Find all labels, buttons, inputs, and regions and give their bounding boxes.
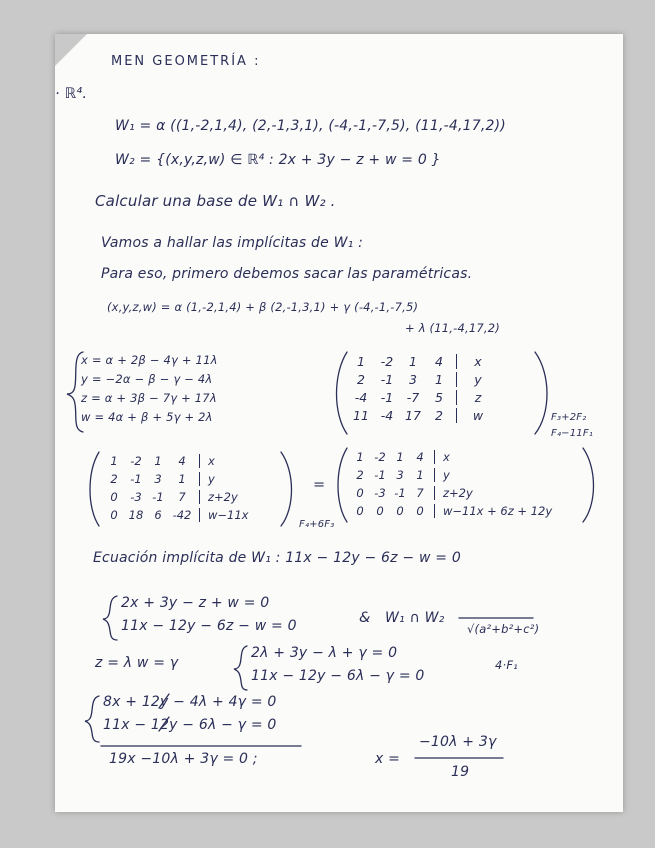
row-op-label: F₃+2F₂ — [551, 412, 587, 423]
matrix-rhs: x — [456, 354, 491, 369]
system1-eq: x = α + 2β − 4γ + 11λ — [81, 353, 218, 367]
paren-matrix-1-right — [535, 352, 547, 434]
matrix-cell: 1 — [435, 371, 443, 387]
system4-eq: 11x − 12y − 6λ − γ = 0 — [103, 717, 277, 733]
matrix-cell: 7 — [416, 486, 424, 500]
matrix-rhs: z+2y — [434, 486, 573, 500]
matrix-cell: 1 — [409, 353, 417, 369]
intro-line-1: Vamos a hallar las implícitas de W₁ : — [101, 235, 364, 251]
parametric-line-1: (x,y,z,w) = α (1,-2,1,4) + β (2,-1,3,1) + γ (-4,-1,-7,5) — [107, 300, 419, 314]
matrix-cell: -2 — [130, 454, 142, 468]
matrix-cell: -2 — [380, 353, 394, 369]
matrix-rhs: y — [456, 372, 491, 387]
header-title: MEN GEOMETRÍA : — [111, 54, 261, 69]
matrix-cell: 1 — [356, 450, 364, 464]
system3-eq: 2λ + 3y − λ + γ = 0 — [251, 645, 398, 661]
paren-matrix-3-right — [583, 448, 594, 522]
matrix-cell: 7 — [178, 490, 186, 504]
w1-definition: W₁ = α ((1,-2,1,4), (2,-1,3,1), (-4,-1,-7,5), (11,-4,17,2)) — [115, 118, 506, 134]
paren-matrix-2-left — [90, 452, 99, 526]
matrix-cell: 4 — [416, 450, 424, 464]
matrix-cell: -1 — [380, 371, 394, 387]
handwriting-strokes — [55, 34, 623, 812]
matrix-cell: 17 — [405, 407, 421, 423]
row-op-label: F₄−11F₁ — [551, 428, 594, 439]
matrix-cell: 2 — [356, 468, 364, 482]
x-result-denominator: 19 — [451, 764, 470, 780]
matrix-rhs: y — [434, 468, 573, 482]
ampersand: & — [359, 610, 371, 626]
matrix-cell: 3 — [154, 472, 162, 486]
paren-matrix-3-left — [338, 448, 347, 522]
matrix-cell: 1 — [396, 450, 404, 464]
paren-matrix-1-left — [337, 352, 348, 434]
matrix-rhs: x — [434, 450, 573, 464]
brace-system-4 — [85, 696, 99, 742]
matrix-rhs: z+2y — [199, 490, 258, 504]
matrix-cell: 1 — [110, 454, 118, 468]
norm-formula: √(a²+b²+c²) — [467, 622, 540, 636]
substitution: z = λ w = γ — [95, 655, 179, 671]
matrix-cell: 2 — [110, 472, 118, 486]
parametric-line-2: + λ (11,-4,17,2) — [405, 321, 500, 335]
matrix-cell: 2 — [435, 407, 443, 423]
system3-eq: 11x − 12y − 6λ − γ = 0 — [251, 668, 425, 684]
matrix-cell: 6 — [154, 508, 162, 522]
x-result-lhs: x = — [375, 751, 401, 767]
notebook-page — [55, 34, 623, 812]
matrix-cell: 0 — [416, 504, 424, 518]
system1-eq: y = −2α − β − γ − 4λ — [81, 372, 213, 386]
system1-eq: z = α + 3β − 7γ + 17λ — [81, 391, 217, 405]
task-statement: Calcular una base de W₁ ∩ W₂ . — [95, 192, 336, 210]
matrix-cell: -1 — [394, 486, 406, 500]
paren-matrix-2-right — [281, 452, 292, 526]
matrix-cell: 3 — [396, 468, 404, 482]
system2-eq: 2x + 3y − z + w = 0 — [121, 595, 270, 611]
w2-definition: W₂ = {(x,y,z,w) ∈ ℝ⁴ : 2x + 3y − z + w = 0 } — [115, 152, 441, 168]
x-result-numerator: −10λ + 3γ — [419, 734, 497, 750]
space-label: · ℝ⁴. — [55, 86, 88, 102]
matrix-cell: -1 — [374, 468, 386, 482]
matrix-cell: -1 — [130, 472, 142, 486]
matrix-cell: -4 — [354, 389, 368, 405]
sum-result: 19x −10λ + 3γ = 0 ; — [109, 751, 258, 767]
system4-eq: 8x + 12y − 4λ + 4γ = 0 — [103, 694, 277, 710]
system2-eq: 11x − 12y − 6z − w = 0 — [121, 618, 297, 634]
equals-sign: = — [313, 477, 326, 493]
matrix-cell: 0 — [356, 504, 364, 518]
matrix-cell: -4 — [380, 407, 394, 423]
matrix-cell: 5 — [435, 389, 443, 405]
matrix-cell: 1 — [154, 454, 162, 468]
matrix-cell: 1 — [357, 353, 365, 369]
brace-system-2 — [103, 596, 117, 640]
matrix-cell: 0 — [356, 486, 364, 500]
matrix-cell: 4 — [435, 353, 443, 369]
matrix-cell: -42 — [172, 508, 192, 522]
matrix-cell: 1 — [178, 472, 186, 486]
cancel-mark — [159, 694, 169, 708]
matrix-cell: 4 — [178, 454, 186, 468]
matrix-cell: 18 — [128, 508, 144, 522]
matrix-rhs: w — [456, 408, 491, 423]
matrix-rhs: x — [199, 454, 258, 468]
matrix-cell: 3 — [409, 371, 417, 387]
intro-line-2: Para eso, primero debemos sacar las paramétricas. — [101, 266, 473, 282]
row-op-label: 4·F₁ — [495, 658, 518, 672]
row-op-label: F₄+6F₃ — [299, 519, 335, 530]
matrix-cell: 0 — [110, 490, 118, 504]
matrix-cell: 11 — [353, 407, 369, 423]
matrix-rhs: w−11x — [199, 508, 258, 522]
matrix-cell: 0 — [376, 504, 384, 518]
matrix-cell: 0 — [396, 504, 404, 518]
implicit-equation: Ecuación implícita de W₁ : 11x − 12y − 6z − w = 0 — [93, 550, 461, 566]
matrix-cell: -3 — [374, 486, 386, 500]
brace-system-1 — [67, 352, 83, 432]
matrix-cell: -7 — [406, 389, 420, 405]
intersection-label: W₁ ∩ W₂ — [385, 610, 445, 626]
matrix-cell: -1 — [152, 490, 164, 504]
system1-eq: w = 4α + β + 5γ + 2λ — [81, 410, 213, 424]
matrix-cell: -1 — [380, 389, 394, 405]
matrix-rhs: y — [199, 472, 258, 486]
matrix-cell: -2 — [374, 450, 386, 464]
matrix-cell: 1 — [416, 468, 424, 482]
matrix-cell: 2 — [357, 371, 365, 387]
matrix-rhs: w−11x + 6z + 12y — [434, 504, 573, 518]
matrix-rhs: z — [456, 390, 491, 405]
matrix-cell: 0 — [110, 508, 118, 522]
matrix-cell: -3 — [130, 490, 142, 504]
cancel-mark — [159, 717, 169, 731]
brace-system-3 — [234, 646, 247, 690]
